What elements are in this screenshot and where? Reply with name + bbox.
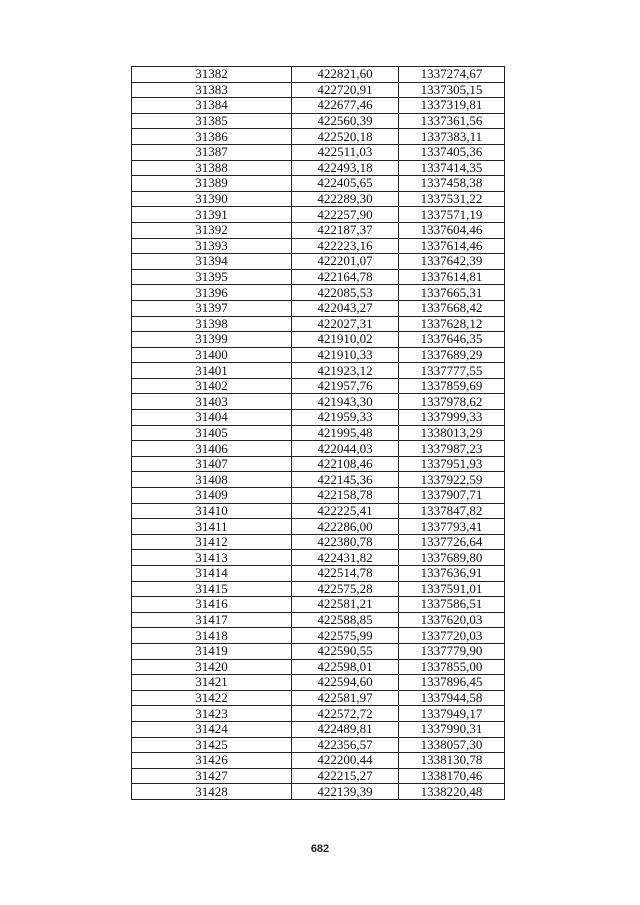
point-id-cell: 31384 [132, 98, 292, 114]
table-row [132, 753, 505, 769]
y-coordinate-cell: 1337604,46 [399, 222, 505, 238]
table-row [132, 566, 505, 582]
table-row [132, 519, 505, 535]
x-coordinate-cell: 421923,12 [292, 363, 399, 379]
point-id-cell: 31386 [132, 129, 292, 145]
x-coordinate-cell: 422514,78 [292, 566, 399, 582]
table-row [132, 643, 505, 659]
point-id-cell: 31390 [132, 191, 292, 207]
point-id-cell: 31426 [132, 753, 292, 769]
table-row [132, 597, 505, 613]
point-id-cell: 31414 [132, 566, 292, 582]
table-row [132, 207, 505, 223]
table-row [132, 628, 505, 644]
point-id-cell: 31410 [132, 503, 292, 519]
point-id-cell: 31407 [132, 456, 292, 472]
x-coordinate-cell: 422201,07 [292, 254, 399, 270]
y-coordinate-cell: 1337586,51 [399, 597, 505, 613]
y-coordinate-cell: 1337896,45 [399, 675, 505, 691]
point-id-cell: 31411 [132, 519, 292, 535]
x-coordinate-cell: 422520,18 [292, 129, 399, 145]
y-coordinate-cell: 1337777,55 [399, 363, 505, 379]
table-row [132, 410, 505, 426]
coordinates-table [131, 66, 505, 800]
y-coordinate-cell: 1338130,78 [399, 753, 505, 769]
y-coordinate-cell: 1337720,03 [399, 628, 505, 644]
x-coordinate-cell: 422493,18 [292, 160, 399, 176]
point-id-cell: 31413 [132, 550, 292, 566]
y-coordinate-cell: 1337531,22 [399, 191, 505, 207]
table-row [132, 472, 505, 488]
point-id-cell: 31421 [132, 675, 292, 691]
x-coordinate-cell: 422588,85 [292, 612, 399, 628]
point-id-cell: 31423 [132, 706, 292, 722]
x-coordinate-cell: 422572,72 [292, 706, 399, 722]
table-row [132, 612, 505, 628]
point-id-cell: 31416 [132, 597, 292, 613]
x-coordinate-cell: 421957,76 [292, 378, 399, 394]
table-row [132, 285, 505, 301]
point-id-cell: 31393 [132, 238, 292, 254]
y-coordinate-cell: 1338013,29 [399, 425, 505, 441]
table-row [132, 129, 505, 145]
table-row [132, 488, 505, 504]
x-coordinate-cell: 422145,36 [292, 472, 399, 488]
table-row [132, 176, 505, 192]
table-row [132, 441, 505, 457]
x-coordinate-cell: 422027,31 [292, 316, 399, 332]
table-row [132, 98, 505, 114]
x-coordinate-cell: 422200,44 [292, 753, 399, 769]
x-coordinate-cell: 421910,02 [292, 332, 399, 348]
point-id-cell: 31422 [132, 690, 292, 706]
point-id-cell: 31387 [132, 144, 292, 160]
point-id-cell: 31382 [132, 67, 292, 83]
y-coordinate-cell: 1337951,93 [399, 456, 505, 472]
y-coordinate-cell: 1337689,80 [399, 550, 505, 566]
y-coordinate-cell: 1337646,35 [399, 332, 505, 348]
x-coordinate-cell: 422044,03 [292, 441, 399, 457]
point-id-cell: 31412 [132, 534, 292, 550]
table-row [132, 737, 505, 753]
table-row [132, 690, 505, 706]
table-row [132, 254, 505, 270]
y-coordinate-cell: 1337668,42 [399, 300, 505, 316]
x-coordinate-cell: 422139,39 [292, 784, 399, 800]
point-id-cell: 31415 [132, 581, 292, 597]
y-coordinate-cell: 1337689,29 [399, 347, 505, 363]
y-coordinate-cell: 1338170,46 [399, 768, 505, 784]
y-coordinate-cell: 1337978,62 [399, 394, 505, 410]
point-id-cell: 31394 [132, 254, 292, 270]
x-coordinate-cell: 421943,30 [292, 394, 399, 410]
y-coordinate-cell: 1337571,19 [399, 207, 505, 223]
x-coordinate-cell: 422575,99 [292, 628, 399, 644]
x-coordinate-cell: 421959,33 [292, 410, 399, 426]
y-coordinate-cell: 1337614,81 [399, 269, 505, 285]
table-row [132, 363, 505, 379]
x-coordinate-cell: 422581,97 [292, 690, 399, 706]
point-id-cell: 31388 [132, 160, 292, 176]
x-coordinate-cell: 422223,16 [292, 238, 399, 254]
y-coordinate-cell: 1337944,58 [399, 690, 505, 706]
table-body [132, 67, 505, 800]
y-coordinate-cell: 1337642,39 [399, 254, 505, 270]
x-coordinate-cell: 422590,55 [292, 643, 399, 659]
y-coordinate-cell: 1337859,69 [399, 378, 505, 394]
table-row [132, 581, 505, 597]
table-row [132, 347, 505, 363]
table-row [132, 550, 505, 566]
point-id-cell: 31405 [132, 425, 292, 441]
x-coordinate-cell: 422489,81 [292, 721, 399, 737]
y-coordinate-cell: 1338057,30 [399, 737, 505, 753]
point-id-cell: 31424 [132, 721, 292, 737]
point-id-cell: 31404 [132, 410, 292, 426]
table-row [132, 503, 505, 519]
x-coordinate-cell: 422043,27 [292, 300, 399, 316]
y-coordinate-cell: 1337793,41 [399, 519, 505, 535]
y-coordinate-cell: 1337414,35 [399, 160, 505, 176]
table-row [132, 191, 505, 207]
point-id-cell: 31391 [132, 207, 292, 223]
x-coordinate-cell: 422821,60 [292, 67, 399, 83]
point-id-cell: 31428 [132, 784, 292, 800]
x-coordinate-cell: 421910,33 [292, 347, 399, 363]
y-coordinate-cell: 1337361,56 [399, 113, 505, 129]
x-coordinate-cell: 422594,60 [292, 675, 399, 691]
table-row [132, 768, 505, 784]
x-coordinate-cell: 422380,78 [292, 534, 399, 550]
table-row [132, 67, 505, 83]
table-row [132, 456, 505, 472]
point-id-cell: 31383 [132, 82, 292, 98]
point-id-cell: 31397 [132, 300, 292, 316]
point-id-cell: 31399 [132, 332, 292, 348]
point-id-cell: 31402 [132, 378, 292, 394]
point-id-cell: 31418 [132, 628, 292, 644]
y-coordinate-cell: 1337907,71 [399, 488, 505, 504]
y-coordinate-cell: 1337855,00 [399, 659, 505, 675]
y-coordinate-cell: 1337922,59 [399, 472, 505, 488]
x-coordinate-cell: 422289,30 [292, 191, 399, 207]
point-id-cell: 31401 [132, 363, 292, 379]
x-coordinate-cell: 422215,27 [292, 768, 399, 784]
table-row [132, 659, 505, 675]
y-coordinate-cell: 1337779,90 [399, 643, 505, 659]
x-coordinate-cell: 422720,91 [292, 82, 399, 98]
x-coordinate-cell: 422405,65 [292, 176, 399, 192]
point-id-cell: 31427 [132, 768, 292, 784]
x-coordinate-cell: 422560,39 [292, 113, 399, 129]
x-coordinate-cell: 422257,90 [292, 207, 399, 223]
y-coordinate-cell: 1337636,91 [399, 566, 505, 582]
table-row [132, 238, 505, 254]
x-coordinate-cell: 422356,57 [292, 737, 399, 753]
x-coordinate-cell: 422575,28 [292, 581, 399, 597]
x-coordinate-cell: 422158,78 [292, 488, 399, 504]
table-row [132, 144, 505, 160]
x-coordinate-cell: 422108,46 [292, 456, 399, 472]
y-coordinate-cell: 1337383,11 [399, 129, 505, 145]
table-row [132, 394, 505, 410]
y-coordinate-cell: 1337305,15 [399, 82, 505, 98]
table-row [132, 425, 505, 441]
y-coordinate-cell: 1337620,03 [399, 612, 505, 628]
point-id-cell: 31409 [132, 488, 292, 504]
x-coordinate-cell: 422085,53 [292, 285, 399, 301]
y-coordinate-cell: 1337847,82 [399, 503, 505, 519]
x-coordinate-cell: 422164,78 [292, 269, 399, 285]
point-id-cell: 31396 [132, 285, 292, 301]
y-coordinate-cell: 1337726,64 [399, 534, 505, 550]
table-row [132, 378, 505, 394]
table-row [132, 534, 505, 550]
table-row [132, 222, 505, 238]
point-id-cell: 31398 [132, 316, 292, 332]
x-coordinate-cell: 422511,03 [292, 144, 399, 160]
point-id-cell: 31403 [132, 394, 292, 410]
x-coordinate-cell: 422187,37 [292, 222, 399, 238]
point-id-cell: 31406 [132, 441, 292, 457]
point-id-cell: 31389 [132, 176, 292, 192]
table-row [132, 160, 505, 176]
y-coordinate-cell: 1337999,33 [399, 410, 505, 426]
table-row [132, 784, 505, 800]
x-coordinate-cell: 422581,21 [292, 597, 399, 613]
y-coordinate-cell: 1337990,31 [399, 721, 505, 737]
point-id-cell: 31395 [132, 269, 292, 285]
y-coordinate-cell: 1337949,17 [399, 706, 505, 722]
page-number: 682 [310, 843, 330, 855]
table-row [132, 269, 505, 285]
y-coordinate-cell: 1337591,01 [399, 581, 505, 597]
table-row [132, 721, 505, 737]
table-row [132, 675, 505, 691]
table-row [132, 300, 505, 316]
point-id-cell: 31385 [132, 113, 292, 129]
y-coordinate-cell: 1337987,23 [399, 441, 505, 457]
table-row [132, 706, 505, 722]
point-id-cell: 31420 [132, 659, 292, 675]
point-id-cell: 31392 [132, 222, 292, 238]
x-coordinate-cell: 422431,82 [292, 550, 399, 566]
x-coordinate-cell: 422677,46 [292, 98, 399, 114]
y-coordinate-cell: 1337628,12 [399, 316, 505, 332]
table-row [132, 82, 505, 98]
y-coordinate-cell: 1338220,48 [399, 784, 505, 800]
x-coordinate-cell: 422286,00 [292, 519, 399, 535]
y-coordinate-cell: 1337458,38 [399, 176, 505, 192]
y-coordinate-cell: 1337274,67 [399, 67, 505, 83]
point-id-cell: 31419 [132, 643, 292, 659]
point-id-cell: 31425 [132, 737, 292, 753]
table-row [132, 332, 505, 348]
table-row [132, 113, 505, 129]
point-id-cell: 31400 [132, 347, 292, 363]
point-id-cell: 31408 [132, 472, 292, 488]
table-row [132, 316, 505, 332]
point-id-cell: 31417 [132, 612, 292, 628]
x-coordinate-cell: 422225,41 [292, 503, 399, 519]
y-coordinate-cell: 1337614,46 [399, 238, 505, 254]
x-coordinate-cell: 421995,48 [292, 425, 399, 441]
y-coordinate-cell: 1337665,31 [399, 285, 505, 301]
y-coordinate-cell: 1337405,36 [399, 144, 505, 160]
x-coordinate-cell: 422598,01 [292, 659, 399, 675]
y-coordinate-cell: 1337319,81 [399, 98, 505, 114]
